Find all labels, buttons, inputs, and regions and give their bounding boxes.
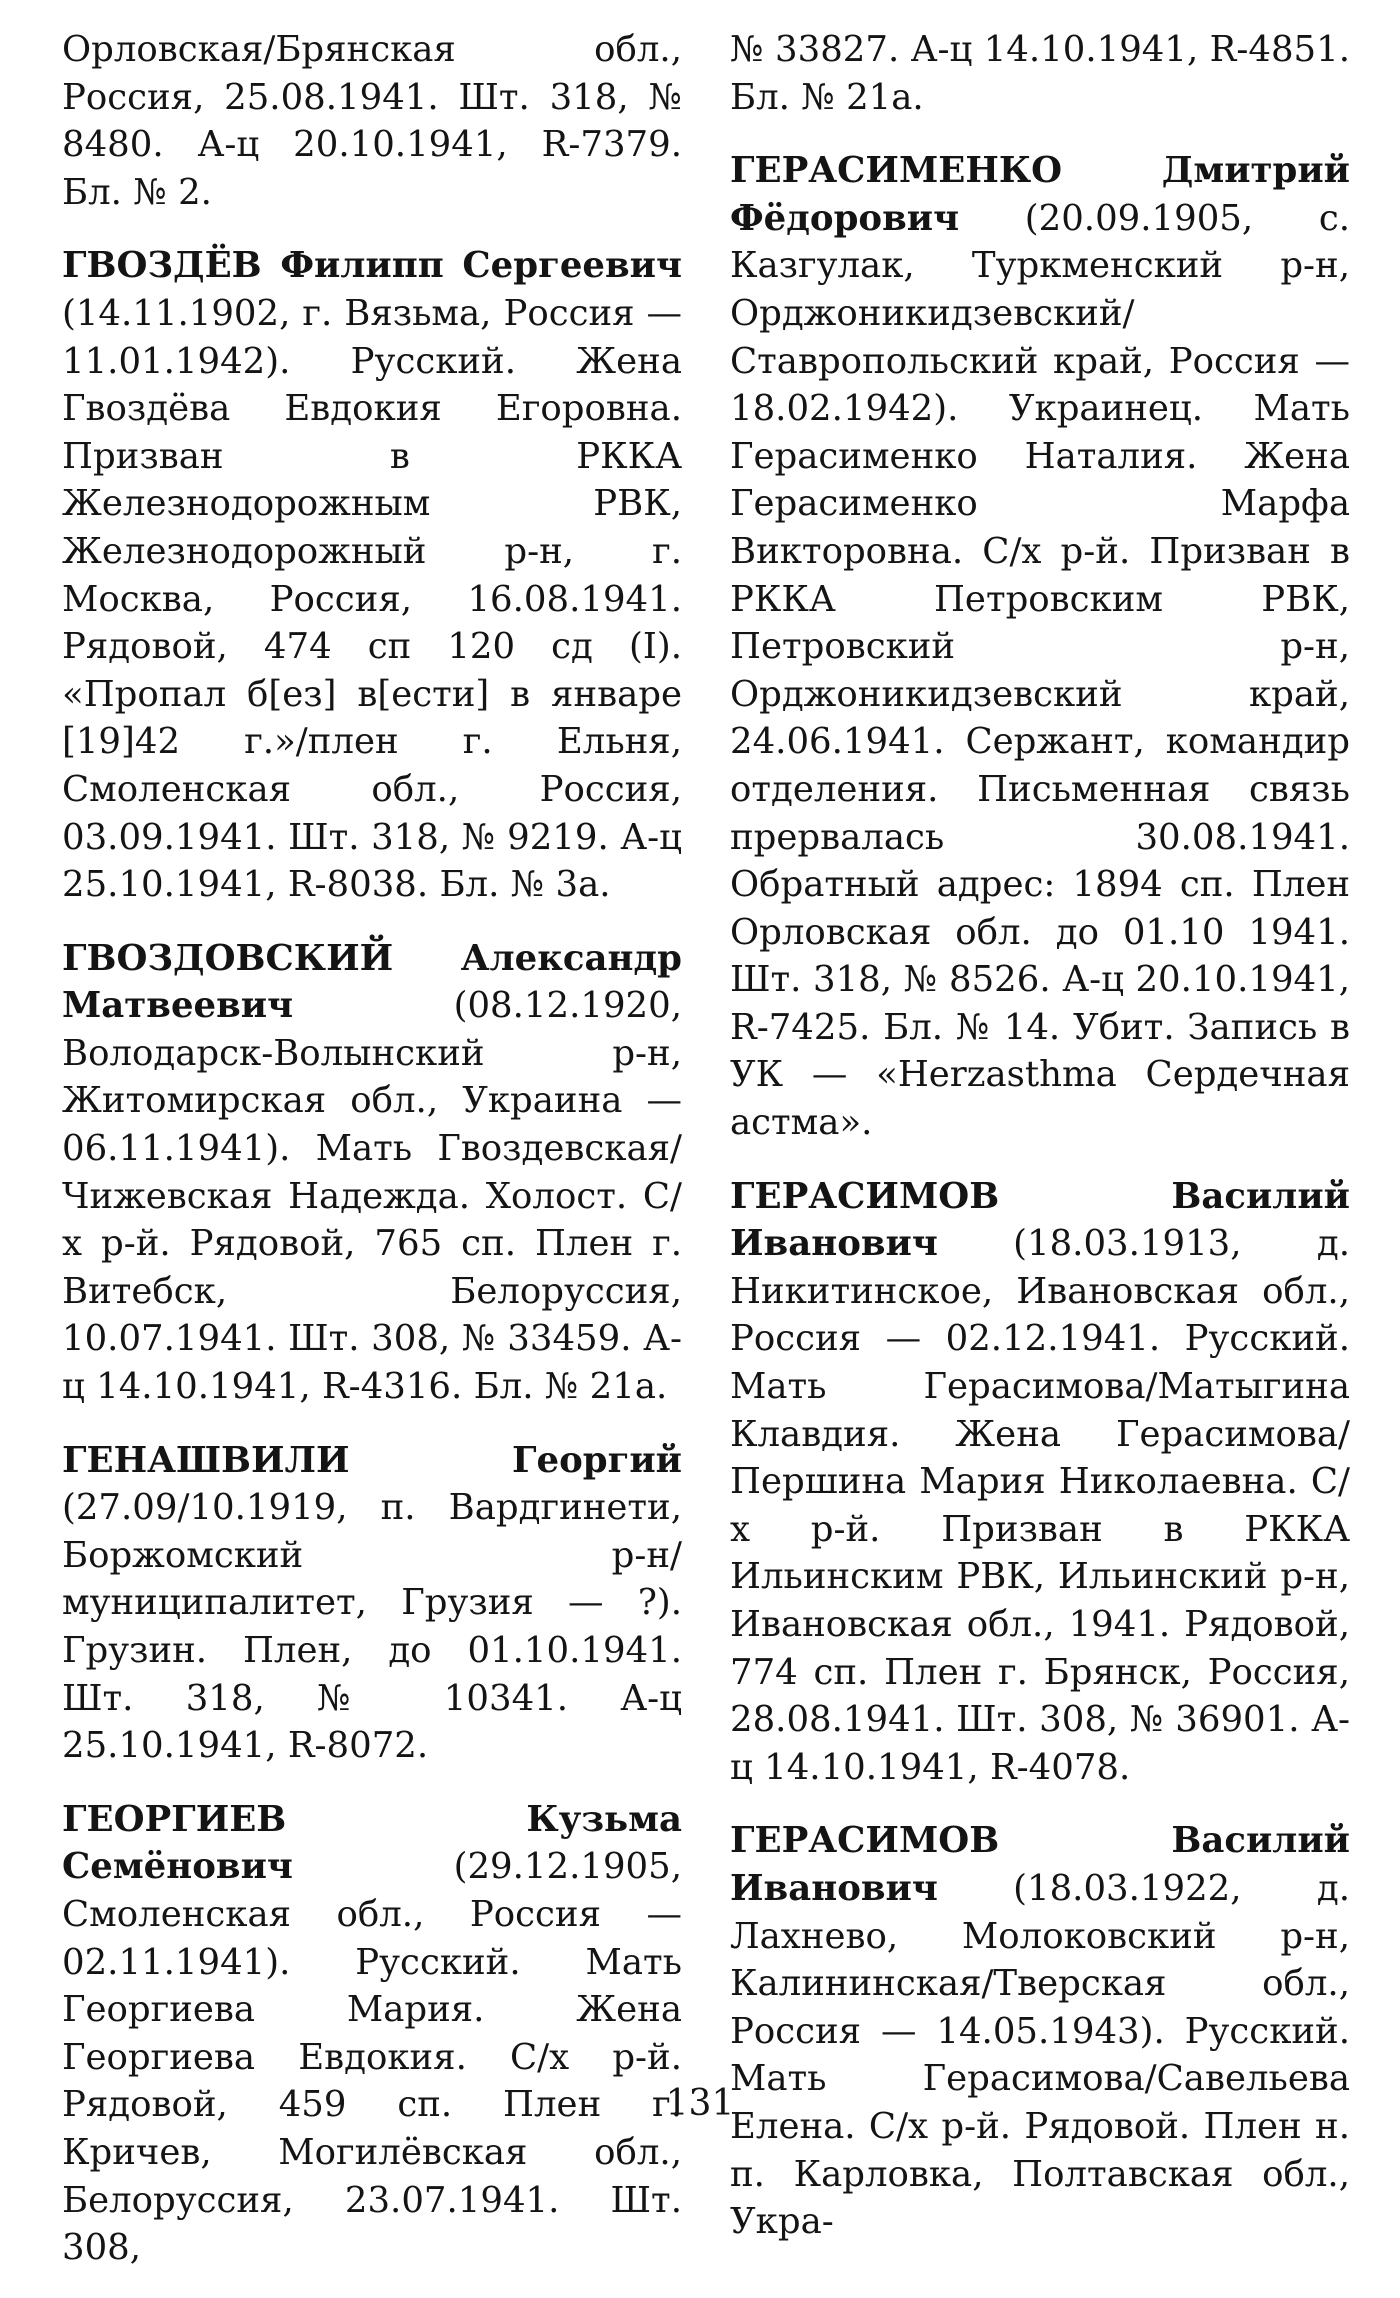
entry-text: Орловская/Брянская обл., Россия, 25.08.1941. Шт. 318, № 8480. А-ц 20.10.1941, R-7379. Бл. № 2.: [62, 29, 682, 213]
entry: [62, 935, 682, 1411]
right-column: [730, 26, 1350, 2272]
entry-name: ГЕРАСИМОВ Василий Иванович: [730, 1175, 1350, 1265]
left-column: [62, 26, 682, 2298]
entry-name: ГЕРАСИМЕНКО Дмитрий Фёдорович: [730, 150, 1350, 239]
entry-name: ГВОЗДОВСКИЙ Александр Матвеевич: [62, 937, 682, 1027]
entry: [730, 26, 1350, 121]
entry-text: (08.12.1920, Володарск-Волынский р-н, Житомирская обл., Украина — 06.11.1941). Мать Гвоздевская/Чижевская Надежда. Холост. С/х р-й. Рядовой, 765 сп. Плен г. Витебск, Белоруссия, 10.07.1941. Шт. 308, № 33459. А-ц 14.10.1941, R-4316. Бл. № 21а.: [62, 985, 682, 1408]
entry-text: (14.11.1902, г. Вязьма, Россия — 11.01.1942). Русский. Жена Гвоздёва Евдокия Егоровна. Призван в РККА Железнодорожным РВК, Железнодорожный р-н, г. Москва, Россия, 16.08.1941. Рядовой, 474 сп 120 сд (I). «Пропал б[ез] в[ести] в январе [19]42 г.»/плен г. Ельня, Смоленская обл., Россия, 03.09.1941. Шт. 318, № 9219. А-ц 25.10.1941, R-8038. Бл. № 3а.: [62, 292, 682, 906]
entry: [62, 242, 682, 908]
entry-text: (18.03.1922, д. Лахнево, Молоковский р-н, Калининская/Тверская обл., Россия — 14.05.1943). Русский. Мать Герасимова/Савельева Елена. С/х р-й. Рядовой. Плен н. п. Карловка, Полтавская обл., Укра-: [730, 1867, 1350, 2243]
entry: [62, 26, 682, 216]
entry-name: ГЕРАСИМОВ Василий Иванович: [730, 1820, 1350, 1909]
entry-text: № 33827. А-ц 14.10.1941, R-4851. Бл. № 21а.: [730, 29, 1350, 118]
entry-name: ГЕОРГИЕВ Кузьма Семёнович: [62, 1798, 682, 1888]
entry: [62, 1437, 682, 1770]
entry-text: (20.09.1905, с. Казгулак, Туркменский р-н, Орджоникидзевский/Ставропольский край, Россия — 18.02.1942). Украинец. Мать Герасименко Наталия. Жена Герасименко Марфа Викторовна. С/х р-й. Призван в РККА Петровским РВК, Петровский р-н, Орджоникидзевский край, 24.06.1941. Сержант, командир отделения. Письменная связь прервалась 30.08.1941. Обратный адрес: 1894 сп. Плен Орловская обл. до 01.10 1941. Шт. 318, № 8526. А-ц 20.10.1941, R-7425. Бл. № 14. Убит. Запись в УК — «Herzasthma Сердечная астма».: [730, 197, 1350, 1144]
entry-text: (29.12.1905, Смоленская обл., Россия — 02.11.1941). Русский. Мать Георгиева Мария. Жена Георгиева Евдокия. С/х р-й. Рядовой, 459 сп. Плен г. Кричев, Могилёвская обл., Белоруссия, 23.07.1941. Шт. 308,: [62, 1846, 682, 2269]
entry: [730, 1817, 1350, 2245]
entry: [730, 147, 1350, 1146]
entry-name: ГВОЗДЁВ Филипп Сергеевич: [62, 245, 682, 287]
entry: [62, 1796, 682, 2272]
entry-text: (27.09/10.1919, п. Вардгинети, Боржомский р-н/муниципалитет, Грузия — ?). Грузин. Плен, до 01.10.1941. Шт. 318, № 10341. А-ц 25.10.1941, R-8072.: [62, 1487, 682, 1767]
page-number: 131: [665, 2083, 735, 2124]
entry-text: (18.03.1913, д. Никитинское, Ивановская обл., Россия — 02.12.1941. Русский. Мать Герасимова/Матыгина Клавдия. Жена Герасимова/Першина Мария Николаевна. С/х р-й. Призван в РККА Ильинским РВК, Ильинский р-н, Ивановская обл., 1941. Рядовой, 774 сп. Плен г. Брянск, Россия, 28.08.1941. Шт. 308, № 36901. А-ц 14.10.1941, R-4078.: [730, 1223, 1350, 1788]
entry: [730, 1173, 1350, 1792]
entry-name: ГЕНАШВИЛИ Георгий: [62, 1439, 682, 1481]
